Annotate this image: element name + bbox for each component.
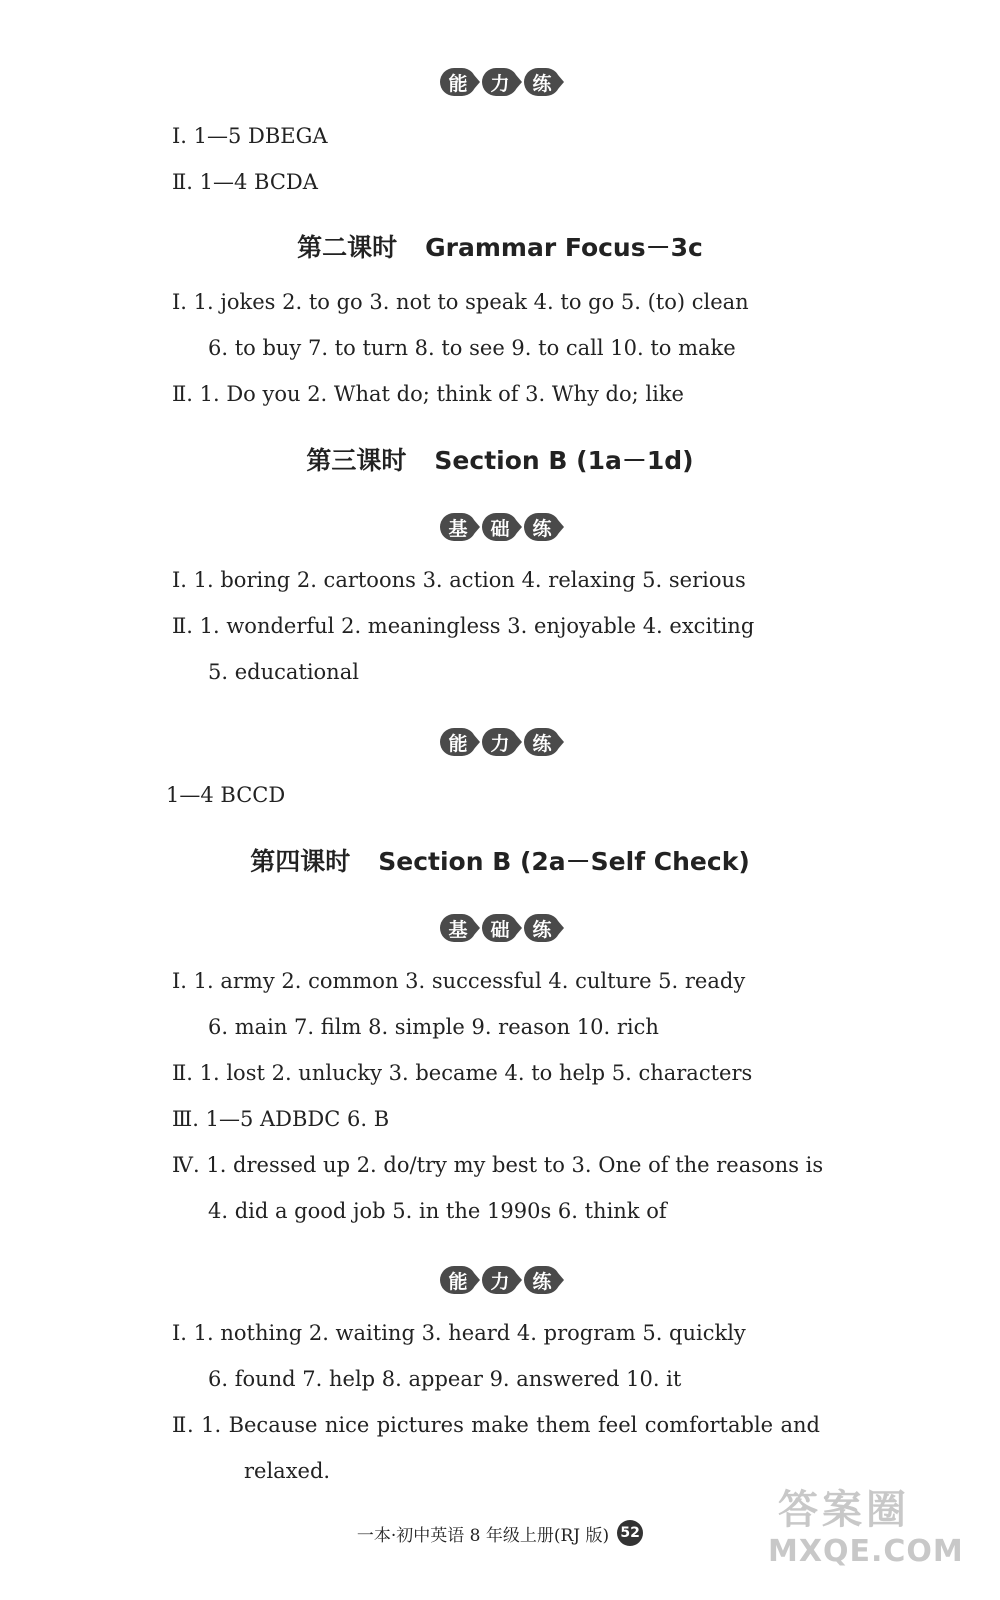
answer-line: Ⅱ. 1. wonderful 2. meaningless 3. enjoyable 4. exciting — [172, 614, 755, 638]
ji-chu-lian-badge-2 — [0, 914, 1000, 942]
badge-char: 力 — [482, 728, 518, 756]
answer-line: Ⅰ. 1. army 2. common 3. successful 4. culture 5. ready — [172, 969, 746, 993]
answer-line: Ⅰ. 1—5 DBEGA — [172, 124, 328, 148]
answer-line: 6. main 7. film 8. simple 9. reason 10. rich — [208, 1015, 659, 1039]
section-heading-cn: 第二课时 — [297, 233, 398, 262]
answer-line: Ⅱ. 1. Do you 2. What do; think of 3. Why do; like — [172, 382, 684, 406]
footer-book-title: 一本·初中英语 8 年级上册(RJ 版) — [356, 1525, 610, 1546]
answer-line: 4. did a good job 5. in the 1990s 6. think of — [208, 1199, 667, 1223]
section-heading-cn: 第四课时 — [250, 847, 351, 876]
watermark-text: 答案圈 — [778, 1487, 910, 1533]
answer-line: Ⅱ. 1. lost 2. unlucky 3. became 4. to help 5. characters — [172, 1061, 753, 1085]
answer-line: Ⅱ. 1—4 BCDA — [172, 170, 318, 194]
badge-char: 练 — [524, 68, 560, 96]
ji-chu-lian-badge-1 — [0, 513, 1000, 541]
badge-char: 力 — [482, 68, 518, 96]
answer-line: 1—4 BCCD — [166, 783, 286, 807]
watermark-logo — [768, 1478, 978, 1588]
section-heading-en: Section B (2a－Self Check) — [378, 847, 750, 876]
section-heading-en: Grammar Focus－3c — [425, 233, 703, 262]
section-heading — [0, 441, 1000, 477]
answer-line: Ⅰ. 1. jokes 2. to go 3. not to speak 4. to go 5. (to) clean — [172, 290, 749, 314]
badge-char: 练 — [524, 728, 560, 756]
neng-li-lian-badge-1 — [0, 68, 1000, 96]
badge-char: 础 — [482, 513, 518, 541]
answer-line: 6. found 7. help 8. appear 9. answered 10. it — [208, 1367, 682, 1391]
badge-char: 练 — [524, 513, 560, 541]
section-heading — [0, 842, 1000, 878]
neng-li-lian-badge-3 — [0, 1266, 1000, 1294]
section-heading-en: Section B (1a－1d) — [434, 446, 694, 475]
answer-line: 5. educational — [208, 660, 359, 684]
badge-char: 能 — [440, 1266, 476, 1294]
answer-line: Ⅲ. 1—5 ADBDC 6. B — [172, 1107, 390, 1131]
badge-char: 基 — [440, 513, 476, 541]
section-heading-cn: 第三课时 — [306, 446, 407, 475]
answer-line: Ⅳ. 1. dressed up 2. do/try my best to 3. One of the reasons is — [172, 1153, 824, 1177]
badge-char: 基 — [440, 914, 476, 942]
badge-char: 练 — [524, 1266, 560, 1294]
page-number: 52 — [617, 1520, 643, 1546]
answer-line: Ⅰ. 1. boring 2. cartoons 3. action 4. relaxing 5. serious — [172, 568, 746, 592]
answer-line: 6. to buy 7. to turn 8. to see 9. to call 10. to make — [208, 336, 736, 360]
neng-li-lian-badge-2 — [0, 728, 1000, 756]
badge-char: 能 — [440, 68, 476, 96]
badge-char: 力 — [482, 1266, 518, 1294]
badge-char: 础 — [482, 914, 518, 942]
answer-line: Ⅰ. 1. nothing 2. waiting 3. heard 4. program 5. quickly — [172, 1321, 746, 1345]
answer-line: Ⅱ. 1. Because nice pictures make them feel comfortable and — [172, 1413, 820, 1437]
section-heading — [0, 228, 1000, 264]
badge-char: 练 — [524, 914, 560, 942]
answer-line: relaxed. — [244, 1459, 331, 1483]
badge-char: 能 — [440, 728, 476, 756]
watermark-url: MXQE.COM — [768, 1534, 964, 1569]
